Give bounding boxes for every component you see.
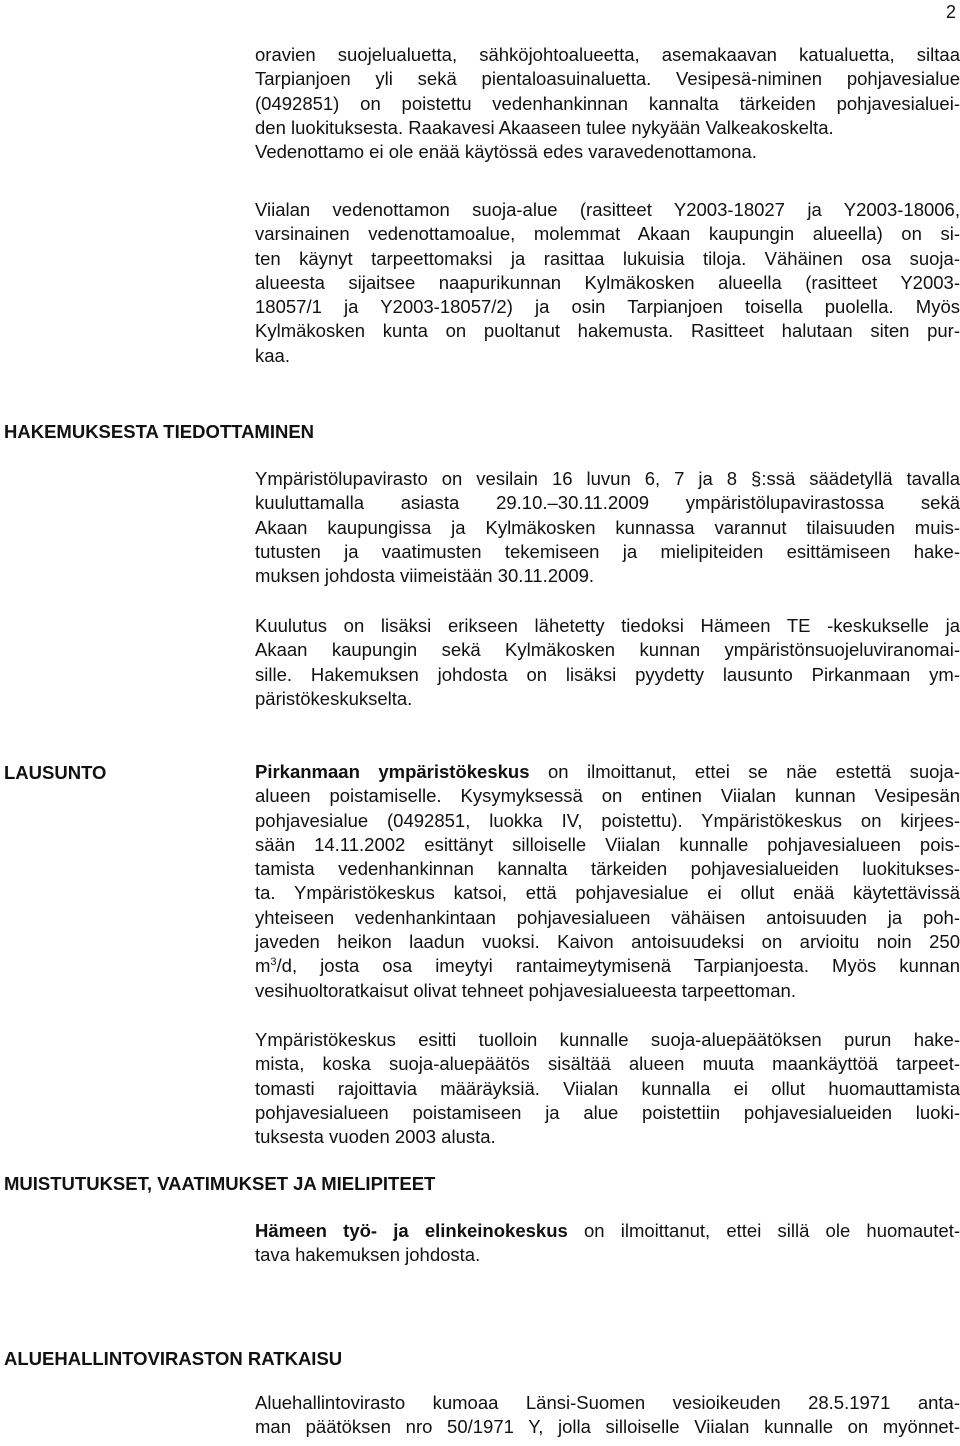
text-line: Vedenottamo ei ole enää käytössä edes varavedenottamona. xyxy=(255,141,757,163)
text-line: alueen poistamiselle. Kysymyksessä on entinen Viialan kunnan Vesipesän xyxy=(255,785,960,807)
text-line xyxy=(255,954,960,978)
text-line: sille. Hakemuksen johdosta on lisäksi pyydetty lausunto Pirkanmaan ym- xyxy=(255,663,960,685)
text-line: oravien suojelualuetta, sähköjohtoalueetta, asemakaavan katualuetta, siltaa xyxy=(255,44,960,65)
organization-name: Pirkanmaan ympäristökeskus xyxy=(255,761,530,782)
text-line: pohjavesialue (0492851, luokka IV, poistettu). Ympäristökeskus on kirjees- xyxy=(255,809,960,831)
text-line: tava hakemuksen johdosta. xyxy=(255,1244,481,1266)
superscript: 3 xyxy=(270,956,277,969)
text-line: tomasti rajoittavia määräyksiä. Viialan kunnalla ei ollut huomauttamista xyxy=(255,1077,960,1099)
text-line: Kuulutus on lisäksi erikseen lähetetty tiedoksi Hämeen TE -keskukselle ja xyxy=(255,615,960,636)
paragraph-protection-area xyxy=(255,198,960,368)
paragraph-objections xyxy=(255,1219,960,1268)
text-line: muksen johdosta viimeistään 30.11.2009. xyxy=(255,565,595,587)
section-heading-statement: LAUSUNTO xyxy=(4,762,107,783)
text-line: pohjavesialueen poistamiseen ja alue poistettiin pohjavesialueiden luoki- xyxy=(255,1101,960,1123)
text-line: Ympäristökeskus esitti tuolloin kunnalle suoja-aluepäätöksen purun hake- xyxy=(255,1029,960,1050)
page-number: 2 xyxy=(945,2,956,22)
text-line xyxy=(255,1219,960,1243)
text-line: varsinainen vedenottamoalue, molemmat Akaan kaupungin alueella) on si- xyxy=(255,223,960,245)
paragraph-notice-sent xyxy=(255,614,960,711)
text-line: (0492851) on poistettu vedenhankinnan kannalta tärkeiden pohjavesialuei- xyxy=(255,92,960,114)
text-line: man päätöksen nro 50/1971 Y, jolla silloiselle Viialan kunnalle on myönnet- xyxy=(255,1416,960,1438)
text-line xyxy=(255,760,960,784)
text-line: Akaan kaupungin sekä Kylmäkosken kunnan ympäristönsuojeluviranomai- xyxy=(255,639,960,661)
text-line: javeden heikon laadun vuoksi. Kaivon antoisuudeksi on arvioitu noin 250 xyxy=(255,931,960,953)
text-line: Kylmäkosken kunta on puoltanut hakemusta. Rasitteet halutaan siten pur- xyxy=(255,320,960,342)
text-fragment: /d, josta osa imeytyi rantaimeytymisenä Tarpianjoesta. Myös kunnan xyxy=(276,955,960,977)
text-line: ta. Ympäristökeskus katsoi, että pohjavesialue ei ollut enää käytettävissä xyxy=(255,882,960,904)
text-line: 18057/1 ja Y2003-18057/2) ja osin Tarpianjoen toisella puolella. Myös xyxy=(255,296,960,318)
text-line: tutusten ja vaatimusten tekemiseen ja mielipiteiden esittämiseen hake- xyxy=(255,540,960,562)
section-heading-objections: MUISTUTUKSET, VAATIMUKSET JA MIELIPITEET xyxy=(4,1173,436,1194)
text-line: Viialan vedenottamon suoja-alue (rasitteet Y2003-18027 ja Y2003-18006, xyxy=(255,199,960,220)
text-line: yhteiseen vedenhankintaan pohjavesialueen vähäisen antoisuuden ja poh- xyxy=(255,906,960,928)
text-line: kuuluttamalla asiasta 29.10.–30.11.2009 ympäristölupavirastossa sekä xyxy=(255,492,960,514)
section-heading-announcement: HAKEMUKSESTA TIEDOTTAMINEN xyxy=(4,421,315,442)
organization-name: Hämeen työ- ja elinkeinokeskus xyxy=(255,1220,568,1241)
text-fragment: m xyxy=(255,955,271,977)
text-line: vesihuoltoratkaisut olivat tehneet pohjavesialueesta tarpeettoman. xyxy=(255,979,796,1001)
text-line: den luokituksesta. Raakavesi Akaaseen tulee nykyään Valkeakoskelta. xyxy=(255,116,834,138)
paragraph-statement xyxy=(255,760,960,1003)
text-line: Ympäristölupavirasto on vesilain 16 luvun 6, 7 ja 8 §:ssä säädetyllä tavalla xyxy=(255,468,960,489)
text-line: Tarpianjoen yli sekä pientaloasuinaluetta. Vesipesä-niminen pohjavesialue xyxy=(255,68,960,90)
paragraph-intro xyxy=(255,43,960,164)
text-line: tamista vedenhankinnan kannalta tärkeiden pohjavesialueiden luokitukses- xyxy=(255,858,960,880)
text-line: alueesta sijaitsee naapurikunnan Kylmäkosken alueella (rasitteet Y2003- xyxy=(255,271,960,293)
text-line: päristökeskukselta. xyxy=(255,687,413,709)
paragraph-proposal xyxy=(255,1028,960,1149)
text-line: Akaan kaupungissa ja Kylmäkosken kunnassa varannut tilaisuuden muis- xyxy=(255,516,960,538)
paragraph-decision xyxy=(255,1391,960,1440)
section-heading-decision: ALUEHALLINTOVIRASTON RATKAISU xyxy=(4,1348,343,1369)
text-line: tuksesta vuoden 2003 alusta. xyxy=(255,1126,496,1148)
text-line: kaa. xyxy=(255,344,290,366)
text-line: Aluehallintovirasto kumoaa Länsi-Suomen vesioikeuden 28.5.1971 anta- xyxy=(255,1392,960,1413)
paragraph-announcement xyxy=(255,467,960,588)
text-fragment: on ilmoittanut, ettei sillä ole huomautet- xyxy=(567,1220,960,1241)
text-fragment: on ilmoittanut, ettei se näe estettä suoja- xyxy=(529,761,960,782)
text-line: ten käynyt tarpeettomaksi ja rasittaa lukuisia tiloja. Vähäinen osa suoja- xyxy=(255,247,960,269)
text-line: sään 14.11.2002 esittänyt silloiselle Viialan kunnalle pohjavesialueen pois- xyxy=(255,833,960,855)
text-line: mista, koska suoja-aluepäätös sisältää alueen muuta maankäyttöä tarpeet- xyxy=(255,1053,960,1075)
